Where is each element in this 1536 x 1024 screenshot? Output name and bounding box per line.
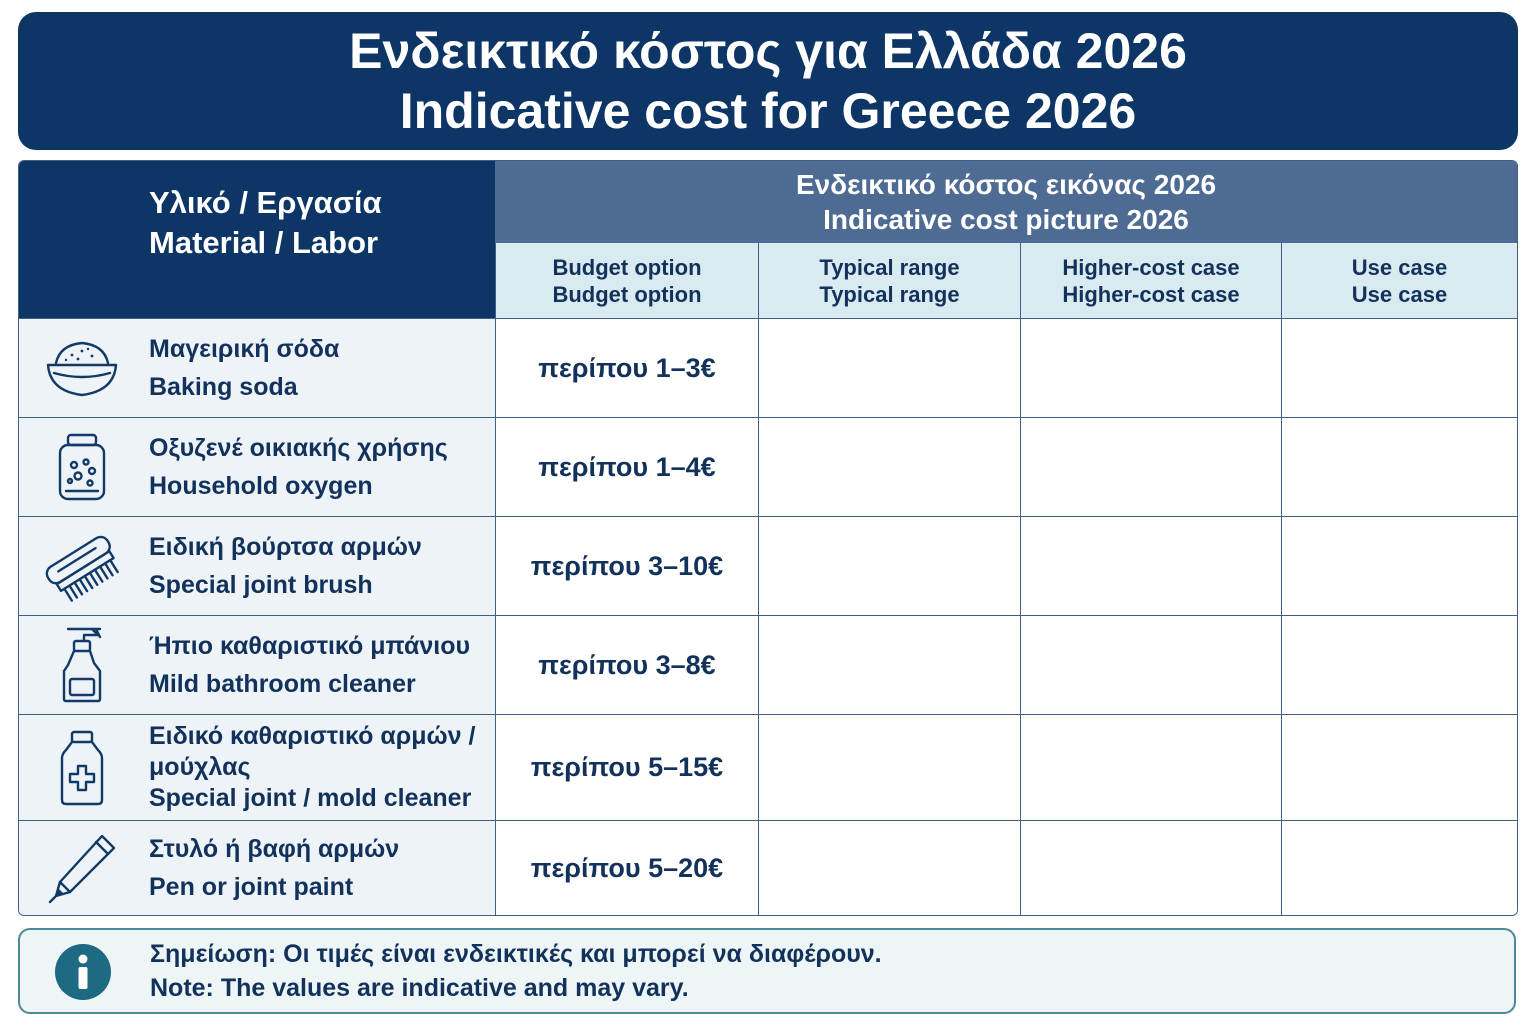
use-case-cell — [1281, 714, 1517, 820]
row-label-en: Mild bathroom cleaner — [149, 669, 416, 698]
higher-cell — [1020, 516, 1281, 615]
higher-cell — [1020, 615, 1281, 714]
table-row-label — [19, 417, 495, 516]
row-label-en: Household oxygen — [149, 471, 373, 500]
higher-cell — [1020, 820, 1281, 915]
cost-group-header-gr: Ενδεικτικό κόστος εικόνας 2026 — [795, 169, 1217, 200]
typical-cell — [758, 417, 1020, 516]
row-label-en: Special joint brush — [149, 570, 373, 599]
use-case-cell — [1281, 516, 1517, 615]
column-header-budget-line2: Budget option — [552, 281, 702, 307]
pen-icon — [46, 832, 118, 904]
typical-cell — [758, 714, 1020, 820]
column-header-higher-line1: Higher-cost case — [1062, 254, 1240, 280]
material-header — [19, 161, 495, 318]
note-text-gr: Σημείωση: Οι τιμές είναι ενδεικτικές και μπορεί να διαφέρουν. — [150, 940, 882, 968]
column-header-typical-line2: Typical range — [819, 281, 960, 307]
info-icon — [54, 943, 112, 1001]
typical-cell — [758, 516, 1020, 615]
bowl-icon — [42, 333, 122, 403]
use-case-cell — [1281, 318, 1517, 417]
higher-cell — [1020, 417, 1281, 516]
column-header-budget-line1: Budget option — [552, 254, 702, 280]
typical-cell — [758, 820, 1020, 915]
use-case-cell — [1281, 615, 1517, 714]
budget-cell: περίπου 5–20€ — [495, 820, 758, 915]
row-label-en: Special joint / mold cleaner — [149, 784, 472, 812]
cost-group-header — [495, 161, 1517, 243]
medicine-bottle-icon — [54, 728, 110, 808]
row-label-en: Pen or joint paint — [149, 872, 354, 901]
higher-cell — [1020, 318, 1281, 417]
note-text-en: Note: The values are indicative and may vary. — [150, 974, 689, 1002]
budget-cell: περίπου 3–10€ — [495, 516, 758, 615]
row-label-en: Baking soda — [149, 372, 298, 401]
higher-cell — [1020, 714, 1281, 820]
budget-cell: περίπου 3–8€ — [495, 615, 758, 714]
budget-cell: περίπου 1–4€ — [495, 417, 758, 516]
material-header-gr: Υλικό / Εργασία — [149, 185, 382, 220]
title-english: Indicative cost for Greece 2026 — [399, 83, 1137, 139]
row-label-gr: Στυλό ή βαφή αρμών — [149, 834, 400, 863]
spray-bottle-icon — [54, 625, 110, 705]
title-banner — [18, 12, 1518, 150]
cost-table — [18, 160, 1518, 916]
use-case-cell — [1281, 820, 1517, 915]
column-header-higher — [1020, 243, 1281, 318]
budget-cell: περίπου 5–15€ — [495, 714, 758, 820]
typical-cell — [758, 615, 1020, 714]
jar-icon — [52, 431, 112, 503]
title-greek: Ενδεικτικό κόστος για Ελλάδα 2026 — [349, 23, 1187, 79]
column-header-use-case-line2: Use case — [1351, 281, 1448, 307]
row-label-gr: Ήπιο καθαριστικό μπάνιου — [149, 631, 471, 660]
column-header-use-case — [1281, 243, 1517, 318]
typical-cell — [758, 318, 1020, 417]
cost-group-header-en: Indicative cost picture 2026 — [823, 204, 1189, 235]
table-row-label — [19, 516, 495, 615]
brush-icon — [41, 530, 123, 602]
table-row-label — [19, 318, 495, 417]
material-header-en: Material / Labor — [149, 225, 379, 260]
table-row-label — [19, 714, 495, 820]
row-label-gr: Ειδικό καθαριστικό αρμών / μούχλας — [149, 722, 476, 781]
column-header-use-case-line1: Use case — [1351, 254, 1448, 280]
table-row-label — [19, 615, 495, 714]
use-case-cell — [1281, 417, 1517, 516]
column-header-typical — [758, 243, 1020, 318]
column-header-higher-line2: Higher-cost case — [1062, 281, 1240, 307]
table-row-label — [19, 820, 495, 915]
row-label-gr: Ειδική βούρτσα αρμών — [149, 532, 422, 561]
budget-cell: περίπου 1–3€ — [495, 318, 758, 417]
row-label-gr: Οξυζενέ οικιακής χρήσης — [149, 433, 448, 462]
column-header-budget — [495, 243, 758, 318]
column-header-typical-line1: Typical range — [819, 254, 960, 280]
row-label-gr: Μαγειρική σόδα — [149, 334, 340, 363]
note-box — [18, 928, 1516, 1014]
